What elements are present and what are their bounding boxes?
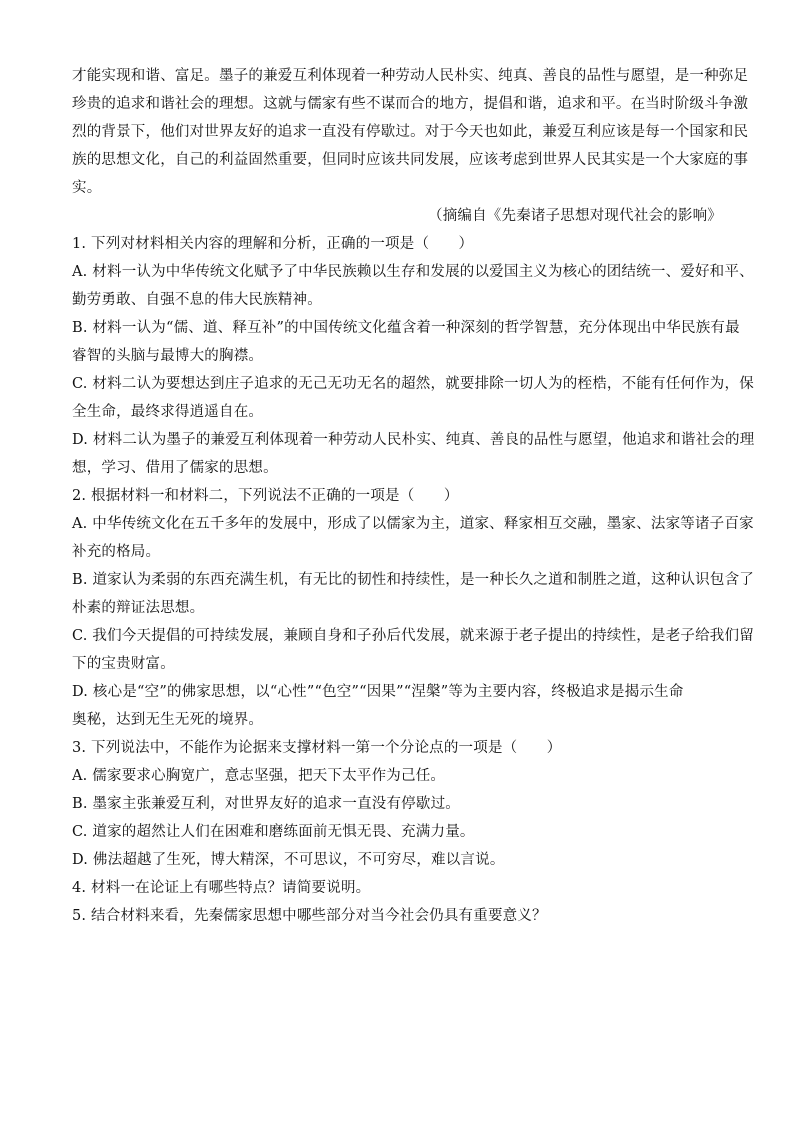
passage-line: 烈的背景下，他们对世界友好的追求一直没有停歇过。对于今天也如此，兼爱互利应该是每一个国家和民 (72, 124, 749, 140)
passage-source: （摘编自《先秦诸子思想对现代社会的影响》 (428, 208, 722, 224)
question-stem: 5. 结合材料来看，先秦儒家思想中哪些部分对当今社会仍具有重要意义？ (72, 908, 547, 924)
question-stem: 2. 根据材料一和材料二，下列说法不正确的一项是（ ） (72, 488, 459, 504)
question-4 (72, 874, 724, 902)
option-a (72, 510, 754, 566)
passage-line: 珍贵的追求和谐社会的理想。这就与儒家有些不谋而合的地方，提倡和谐，追求和平。在当时阶级斗争激 (72, 96, 749, 112)
option-line: B. 材料一认为“儒、道、释互补”的中国传统文化蕴含着一种深刻的哲学智慧，充分体现出中华民族有最 (72, 320, 740, 336)
option-b (72, 566, 754, 622)
passage-line: 族的思想文化，自己的利益固然重要，但同时应该共同发展，应该考虑到世界人民其实是一个大家庭的事 (72, 152, 749, 168)
document-body (72, 62, 755, 930)
option-c: C. 道家的超然让人们在困难和磨练面前无惧无畏、充满力量。 (72, 824, 475, 840)
question-2 (72, 482, 754, 734)
option-line: 下的宝贵财富。 (72, 656, 175, 672)
question-5 (72, 902, 724, 930)
option-line: 奥秘，达到无生无死的境界。 (72, 712, 264, 728)
option-b (72, 314, 740, 370)
option-c (72, 622, 754, 678)
option-line: 补充的格局。 (72, 544, 161, 560)
question-1 (72, 230, 755, 482)
question-stem: 4. 材料一在论证上有哪些特点？请简要说明。 (72, 880, 371, 896)
option-d: D. 佛法超越了生死，博大精深，不可思议，不可穷尽，难以言说。 (72, 852, 505, 868)
passage-paragraph (72, 62, 749, 202)
option-line: 想，学习、借用了儒家的思想。 (72, 460, 278, 476)
option-c (72, 370, 754, 426)
option-line: 朴素的辩证法思想。 (72, 600, 205, 616)
option-b: B. 墨家主张兼爱互利，对世界友好的追求一直没有停歇过。 (72, 796, 460, 812)
option-line: D. 核心是“空”的佛家思想，以“心性”“色空”“因果”“涅槃”等为主要内容，终极追求是揭示生命 (72, 684, 684, 700)
option-line: D. 材料二认为墨子的兼爱互利体现着一种劳动人民朴实、纯真、善良的品性与愿望，他追求和谐社会的理 (72, 432, 755, 448)
option-d (72, 678, 724, 734)
option-line: 睿智的头脑与最博大的胸襟。 (72, 348, 264, 364)
question-stem: 3. 下列说法中，不能作为论据来支撑材料一第一个分论点的一项是（ ） (72, 740, 562, 756)
option-a (72, 258, 754, 314)
option-line: A. 中华传统文化在五千多年的发展中，形成了以儒家为主，道家、释家相互交融，墨家、法家等诸子百家 (72, 516, 754, 532)
option-a: A. 儒家要求心胸宽广，意志坚强，把天下太平作为己任。 (72, 768, 446, 784)
option-line: 全生命，最终求得逍遥自在。 (72, 404, 264, 420)
question-3 (72, 734, 724, 874)
option-line: B. 道家认为柔弱的东西充满生机，有无比的韧性和持续性，是一种长久之道和制胜之道，这种认识包含了 (72, 572, 754, 588)
question-stem: 1. 下列对材料相关内容的理解和分析，正确的一项是（ ） (72, 236, 474, 252)
passage-line: 实。 (72, 180, 102, 196)
passage-line: 才能实现和谐、富足。墨子的兼爱互利体现着一种劳动人民朴实、纯真、善良的品性与愿望，是一种弥足 (72, 68, 749, 84)
option-line: 勤劳勇敢、自强不息的伟大民族精神。 (72, 292, 322, 308)
option-line: C. 我们今天提倡的可持续发展，兼顾自身和子孙后代发展，就来源于老子提出的持续性，是老子给我们留 (72, 628, 754, 644)
option-d (72, 426, 755, 482)
option-line: C. 材料二认为要想达到庄子追求的无己无功无名的超然，就要排除一切人为的桎梏，不能有任何作为，保 (72, 376, 754, 392)
option-line: A. 材料一认为中华传统文化赋予了中华民族赖以生存和发展的以爱国主义为核心的团结统一、爱好和平、 (72, 264, 754, 280)
